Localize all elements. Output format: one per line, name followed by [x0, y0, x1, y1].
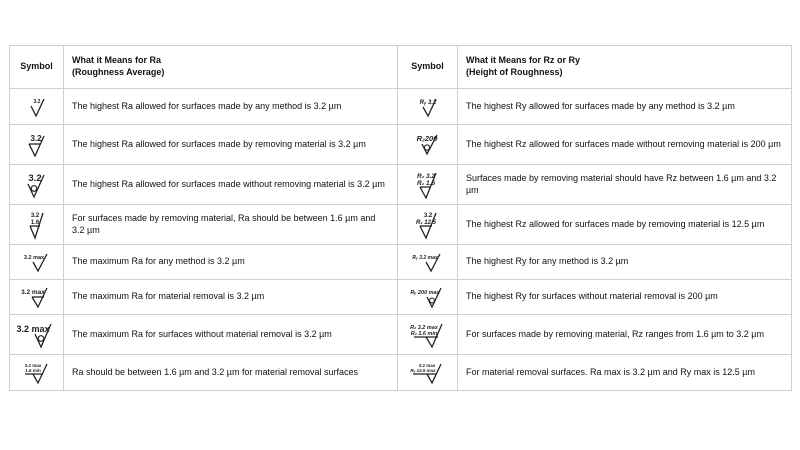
svg-text:1.6: 1.6: [30, 219, 39, 226]
svg-text:3.2 max: 3.2 max: [418, 362, 435, 368]
svg-text:R₂200: R₂200: [416, 133, 437, 143]
rz-symbol-cell: [398, 125, 458, 165]
roughness-symbol-icon: [411, 96, 445, 118]
svg-text:3.2: 3.2: [29, 133, 42, 143]
svg-text:Rᵧ 3.2 max: Rᵧ 3.2 max: [411, 255, 438, 261]
ra-description: The maximum Ra for any method is 3.2 µm: [64, 245, 398, 280]
ra-symbol-cell: [10, 89, 64, 125]
rz-header: [458, 46, 792, 89]
no-removal-roughness-symbol-icon: [411, 132, 445, 158]
rz-description: The highest Rz allowed for surfaces made by removing material is 12.5 µm: [458, 205, 792, 245]
svg-text:R₂ 3.2: R₂ 3.2: [416, 172, 435, 180]
machined-roughness-symbol-icon: [19, 285, 55, 309]
svg-text:3.2 max: 3.2 max: [15, 323, 50, 334]
svg-text:Rᵧ 12.5 max: Rᵧ 12.5 max: [409, 367, 436, 373]
surface-roughness-table: [9, 45, 792, 391]
table-row: [10, 205, 792, 245]
rz-symbol-cell: [398, 355, 458, 391]
svg-text:R₂ 12.5: R₂ 12.5: [415, 219, 436, 226]
ra-header: [64, 46, 398, 89]
table-row: [10, 125, 792, 165]
ra-description: The highest Ra allowed for surfaces made by removing material is 3.2 µm: [64, 125, 398, 165]
ra-description: The maximum Ra for material removal is 3.2 µm: [64, 280, 398, 315]
symbol-header-left: Symbol: [10, 46, 64, 89]
rz-symbol-cell: [398, 89, 458, 125]
rz-description: The highest Rz allowed for surfaces made without removing material is 200 µm: [458, 125, 792, 165]
svg-text:R₂ 1.6: R₂ 1.6: [416, 179, 435, 187]
svg-text:Rᵧ 3.2: Rᵧ 3.2: [419, 99, 436, 106]
roughness-symbol-icon: [410, 251, 446, 273]
svg-text:3.2 max: 3.2 max: [23, 255, 44, 261]
symbol-header-right: Symbol: [398, 46, 458, 89]
table-row: [10, 315, 792, 355]
svg-text:1.6 min: 1.6 min: [24, 367, 41, 373]
rz-description: For material removal surfaces. Ra max is 3.2 µm and Ry max is 12.5 µm: [458, 355, 792, 391]
rz-header-line2: (Height of Roughness): [466, 67, 563, 77]
machined-roughness-symbol-icon: [22, 132, 52, 158]
ra-symbol-cell: [10, 205, 64, 245]
machined-roughness-symbol-icon: [19, 361, 55, 385]
rz-symbol-cell: [398, 280, 458, 315]
rz-description: The highest Ry allowed for surfaces made by any method is 3.2 µm: [458, 89, 792, 125]
ra-symbol-cell: [10, 245, 64, 280]
table-row: [10, 165, 792, 205]
ra-description: The highest Ra allowed for surfaces made by any method is 3.2 µm: [64, 89, 398, 125]
no-removal-roughness-symbol-icon: [15, 321, 56, 349]
ra-symbol-cell: [10, 355, 64, 391]
ra-description: Ra should be between 1.6 µm and 3.2 µm for material removal surfaces: [64, 355, 398, 391]
rz-description: The highest Ry for surfaces without material removal is 200 µm: [458, 280, 792, 315]
svg-text:3.2: 3.2: [33, 98, 40, 105]
ra-header-line1: What it Means for Ra: [72, 55, 162, 66]
rz-description: For surfaces made by removing material, Rz ranges from 1.6 µm to 3.2 µm: [458, 315, 792, 355]
svg-text:R₂ 3.2 max: R₂ 3.2 max: [409, 324, 438, 331]
ra-symbol-cell: [10, 125, 64, 165]
ra-description: For surfaces made by removing material, Ra should be between 1.6 µm and 3.2 µm: [64, 205, 398, 245]
ra-symbol-cell: [10, 280, 64, 315]
rz-description: The highest Ry for any method is 3.2 µm: [458, 245, 792, 280]
machined-roughness-symbol-icon: [22, 210, 52, 240]
no-removal-roughness-symbol-icon: [22, 171, 52, 199]
table-row: [10, 355, 792, 391]
rz-symbol-cell: [398, 205, 458, 245]
ra-symbol-cell: [10, 315, 64, 355]
svg-text:3.2 max: 3.2 max: [20, 289, 45, 296]
svg-text:3.2 max: 3.2 max: [24, 362, 41, 368]
machined-roughness-symbol-icon: [408, 321, 448, 349]
machined-roughness-symbol-icon: [409, 361, 447, 385]
roughness-symbol-icon: [19, 251, 55, 273]
svg-text:Rᵧ 200 max: Rᵧ 200 max: [409, 290, 440, 296]
ra-description: The maximum Ra for surfaces without material removal is 3.2 µm: [64, 315, 398, 355]
no-removal-roughness-symbol-icon: [409, 285, 447, 309]
table-row: [10, 245, 792, 280]
table-row: [10, 89, 792, 125]
svg-text:3.2: 3.2: [423, 212, 432, 219]
rz-description: Surfaces made by removing material should have Rz between 1.6 µm and 3.2 µm: [458, 165, 792, 205]
machined-roughness-symbol-icon: [411, 210, 445, 240]
rz-symbol-cell: [398, 315, 458, 355]
svg-text:3.2: 3.2: [30, 212, 39, 219]
svg-text:3.2: 3.2: [27, 172, 42, 184]
rz-symbol-cell: [398, 165, 458, 205]
rz-header-line1: What it Means for Rz or Ry: [466, 55, 581, 66]
header-row: [10, 46, 792, 89]
ra-header-line2: (Roughness Average): [72, 67, 165, 77]
ra-symbol-cell: [10, 165, 64, 205]
rz-symbol-cell: [398, 245, 458, 280]
svg-text:R₂ 1.6 min: R₂ 1.6 min: [410, 330, 437, 337]
table-row: [10, 280, 792, 315]
ra-description: The highest Ra allowed for surfaces made without removing material is 3.2 µm: [64, 165, 398, 205]
machined-roughness-symbol-icon: [411, 170, 445, 200]
roughness-symbol-icon: [22, 96, 52, 118]
